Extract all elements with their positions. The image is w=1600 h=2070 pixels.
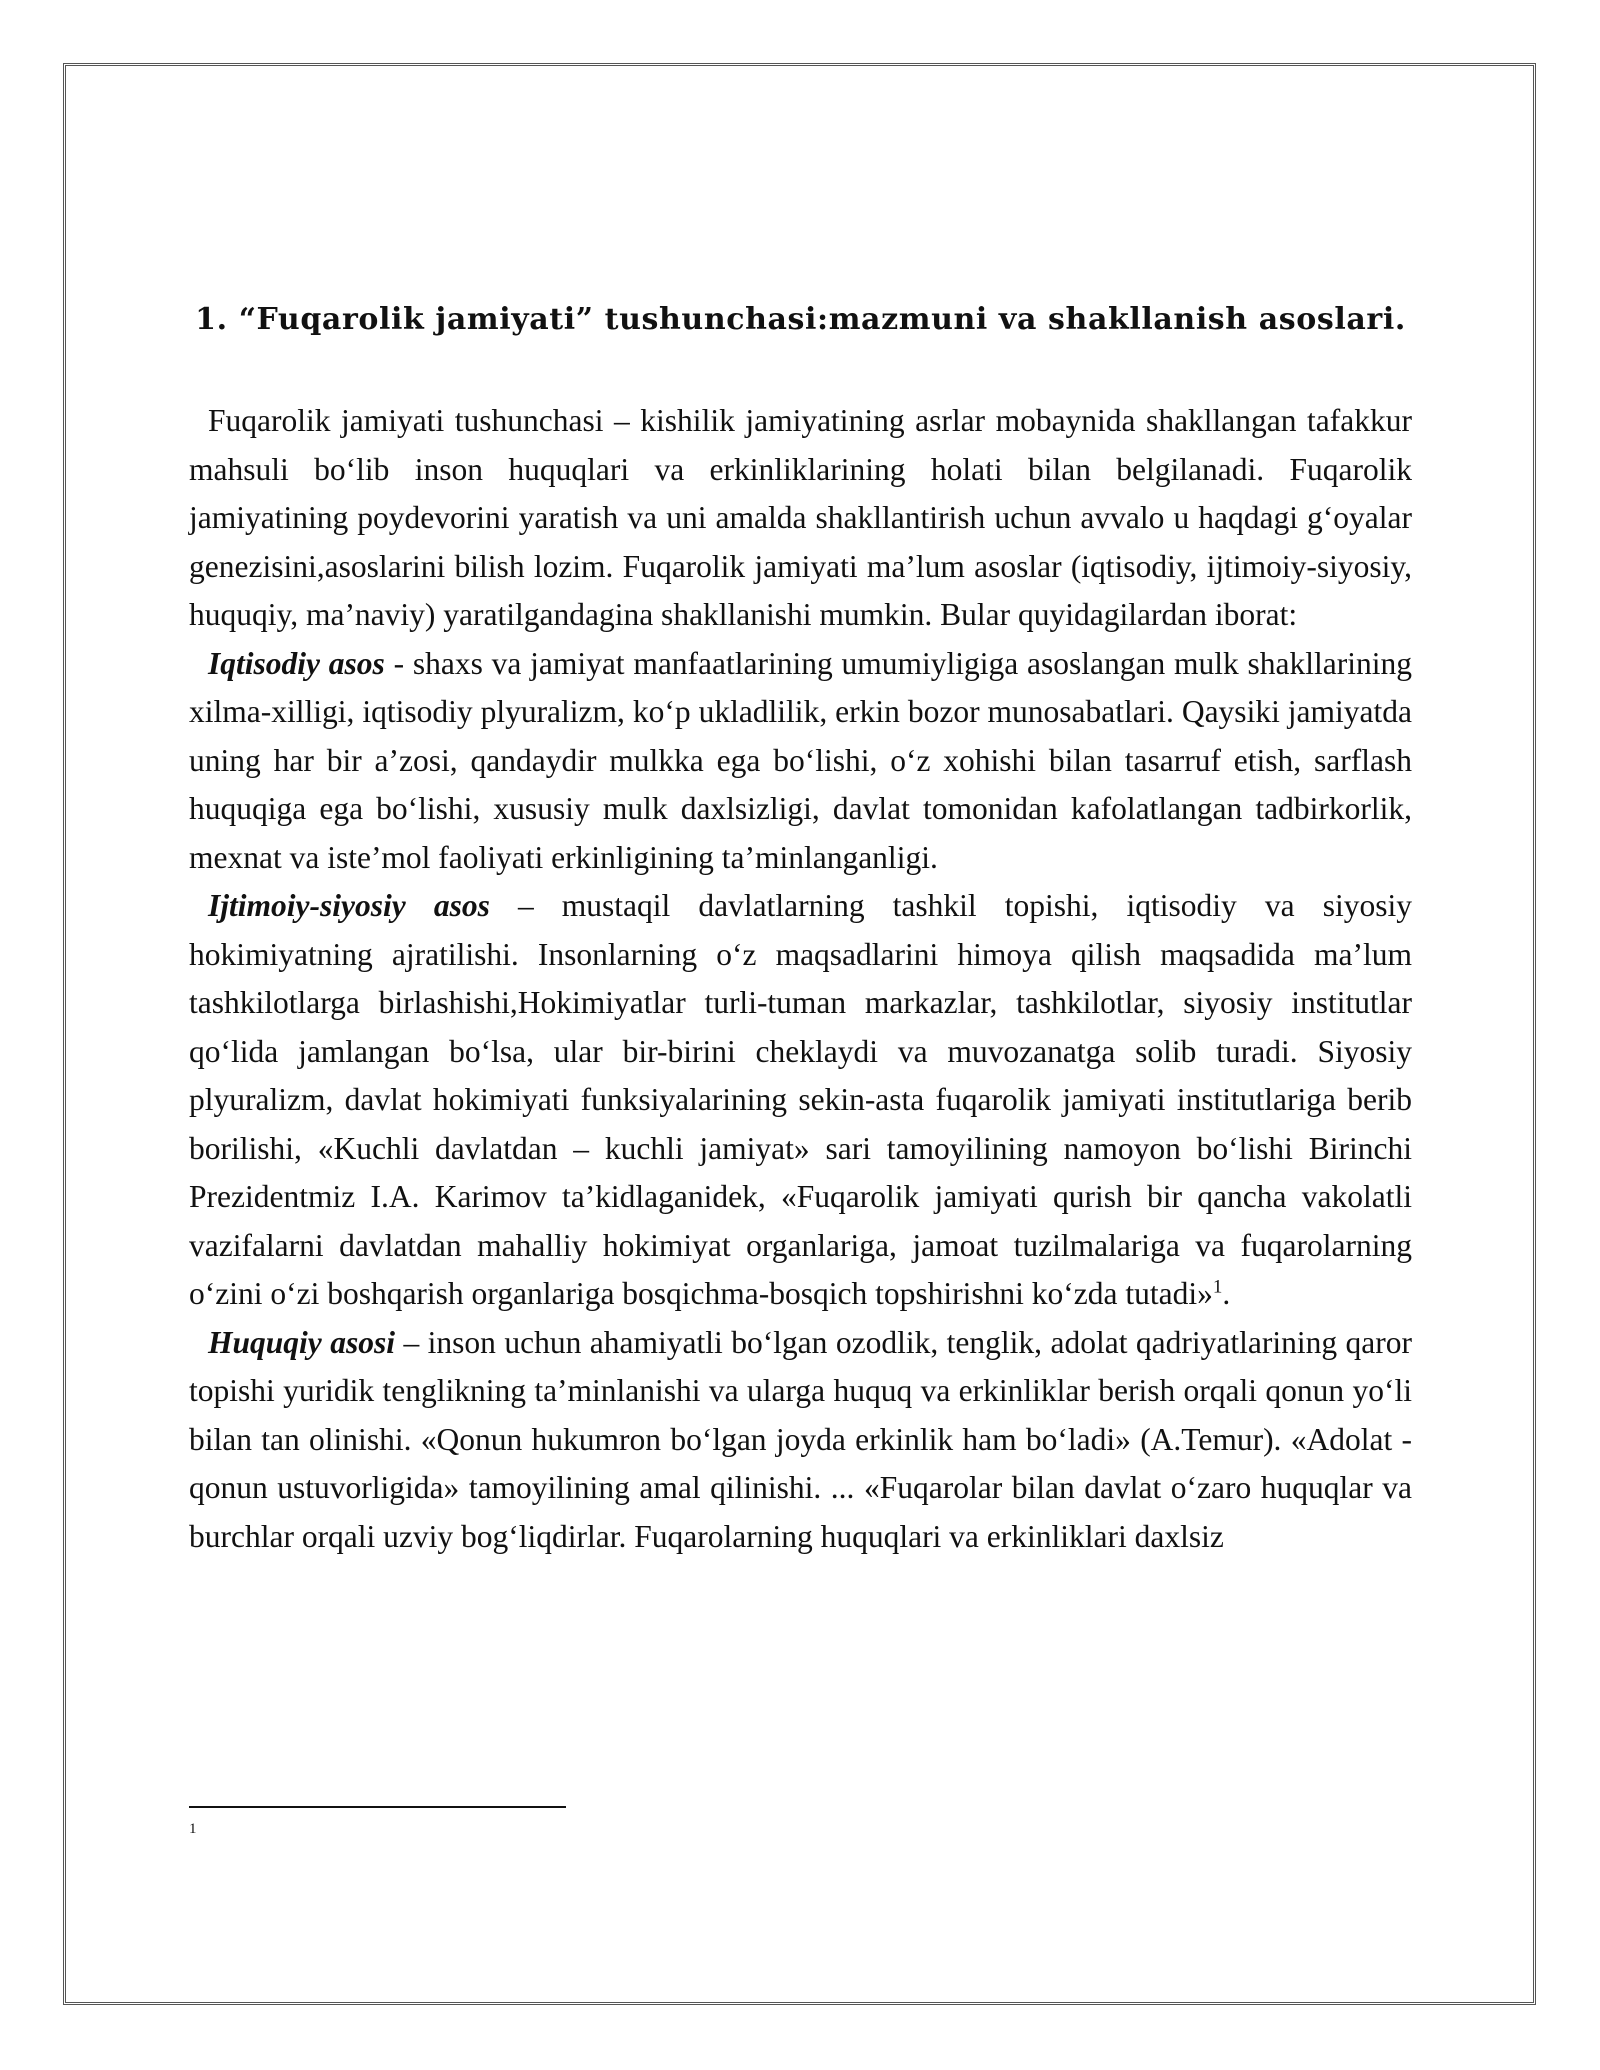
term-economic: Iqtisodiy asos xyxy=(208,645,385,681)
footnote-separator xyxy=(189,1806,566,1808)
footnote-number: 1 xyxy=(189,1821,197,1837)
paragraph-economic xyxy=(189,640,1412,883)
term-legal: Huquqiy asosi xyxy=(208,1324,395,1360)
term-socio-political: Ijtimoiy-siyosiy asos xyxy=(208,888,490,923)
paragraph-legal-text: – inson uchun ahamiyatli bo‘lgan ozodlik, tenglik, adolat qadriyatlarining qaror topishi yuridik tenglikning ta’minlanishi va ularga huquq va erkinliklar berish orqali qonun yo‘li bilan tan olinishi. «Qonun hukumron bo‘lgan joyda erkinlik ham bo‘ladi» (A.Temur). «Adolat - qonun ustuvorligida» tamoyilining amal qilinishi. ... «Fuqarolar bilan davlat o‘zaro huquqlar va burchlar orqali uzviy bog‘liqdirlar. Fuqarolarning huquqlari va erkinliklari daxlsiz xyxy=(189,1324,1412,1554)
paragraph-socio-political-end: . xyxy=(1222,1276,1231,1311)
document-title: 1. “Fuqarolik jamiyati” tushunchasi:mazmuni va shakllanish asoslari. xyxy=(195,302,1406,337)
paragraph-socio-political-text: – mustaqil davlatlarning tashkil topishi, iqtisodiy va siyosiy hokimiyatning ajratilishi. Insonlarning o‘z maqsadlarini himoya qilish maqsadida ma’lum tashkilotlarga birlashishi,Hokimiyatlar turli-tuman markazlar, tashkilotlar, siyosiy institutlar qo‘lida jamlangan bo‘lsa, ular bir-birini cheklaydi va muvozanatga solib turadi. Siyosiy plyuralizm, davlat hokimiyati funksiyalarining sekin-asta fuqarolik jamiyati institutlariga berib borilishi, «Kuchli davlatdan – kuchli jamiyat» sari tamoyilining namoyon bo‘lishi Birinchi Prezidentmiz I.A. Karimov ta’kidlaganidek, «Fuqarolik jamiyati qurish bir qancha vakolatli vazifalarni davlatdan mahalliy hokimiyat organlariga, jamoat tuzilmalariga va fuqarolarning o‘zini o‘zi boshqarish organlariga bosqichma-bosqich topshirishni ko‘zda tutadi» xyxy=(189,888,1412,1311)
paragraph-intro xyxy=(189,397,1412,640)
document-body xyxy=(189,300,1412,1561)
paragraph-economic-text: - shaxs va jamiyat manfaatlarining umumiyligiga asoslangan mulk shakllarining xilma-xilligi, iqtisodiy plyuralizm, ko‘p ukladlilik, erkin bozor munosabatlari. Qaysiki jamiyatda uning har bir a’zosi, qandaydir mulkka ega bo‘lishi, o‘z xohishi bilan tasarruf etish, sarflash huquqiga ega bo‘lishi, xususiy mulk daxlsizligi, davlat tomonidan kafolatlangan tadbirkorlik, mexnat va iste’mol faoliyati erkinligining ta’minlanganligi. xyxy=(189,645,1412,875)
footnote-reference[interactable]: 1 xyxy=(1212,1276,1223,1298)
paragraph-legal xyxy=(189,1319,1412,1562)
paragraph-intro-text: Fuqarolik jamiyati tushunchasi – kishilik jamiyatining asrlar mobaynida shakllangan tafakkur mahsuli bo‘lib inson huquqlari va erkinliklarining holati bilan belgilanadi. Fuqarolik jamiyatining poydevorini yaratish va uni amalda shakllantirish uchun avvalo u haqdagi g‘oyalar genezisini,asoslarini bilish lozim. Fuqarolik jamiyati ma’lum asoslar (iqtisodiy, ijtimoiy-siyosiy, huquqiy, ma’naviy) yaratilgandagina shakllanishi mumkin. Bular quyidagilardan iborat: xyxy=(189,403,1412,632)
paragraph-socio-political xyxy=(189,882,1412,1319)
